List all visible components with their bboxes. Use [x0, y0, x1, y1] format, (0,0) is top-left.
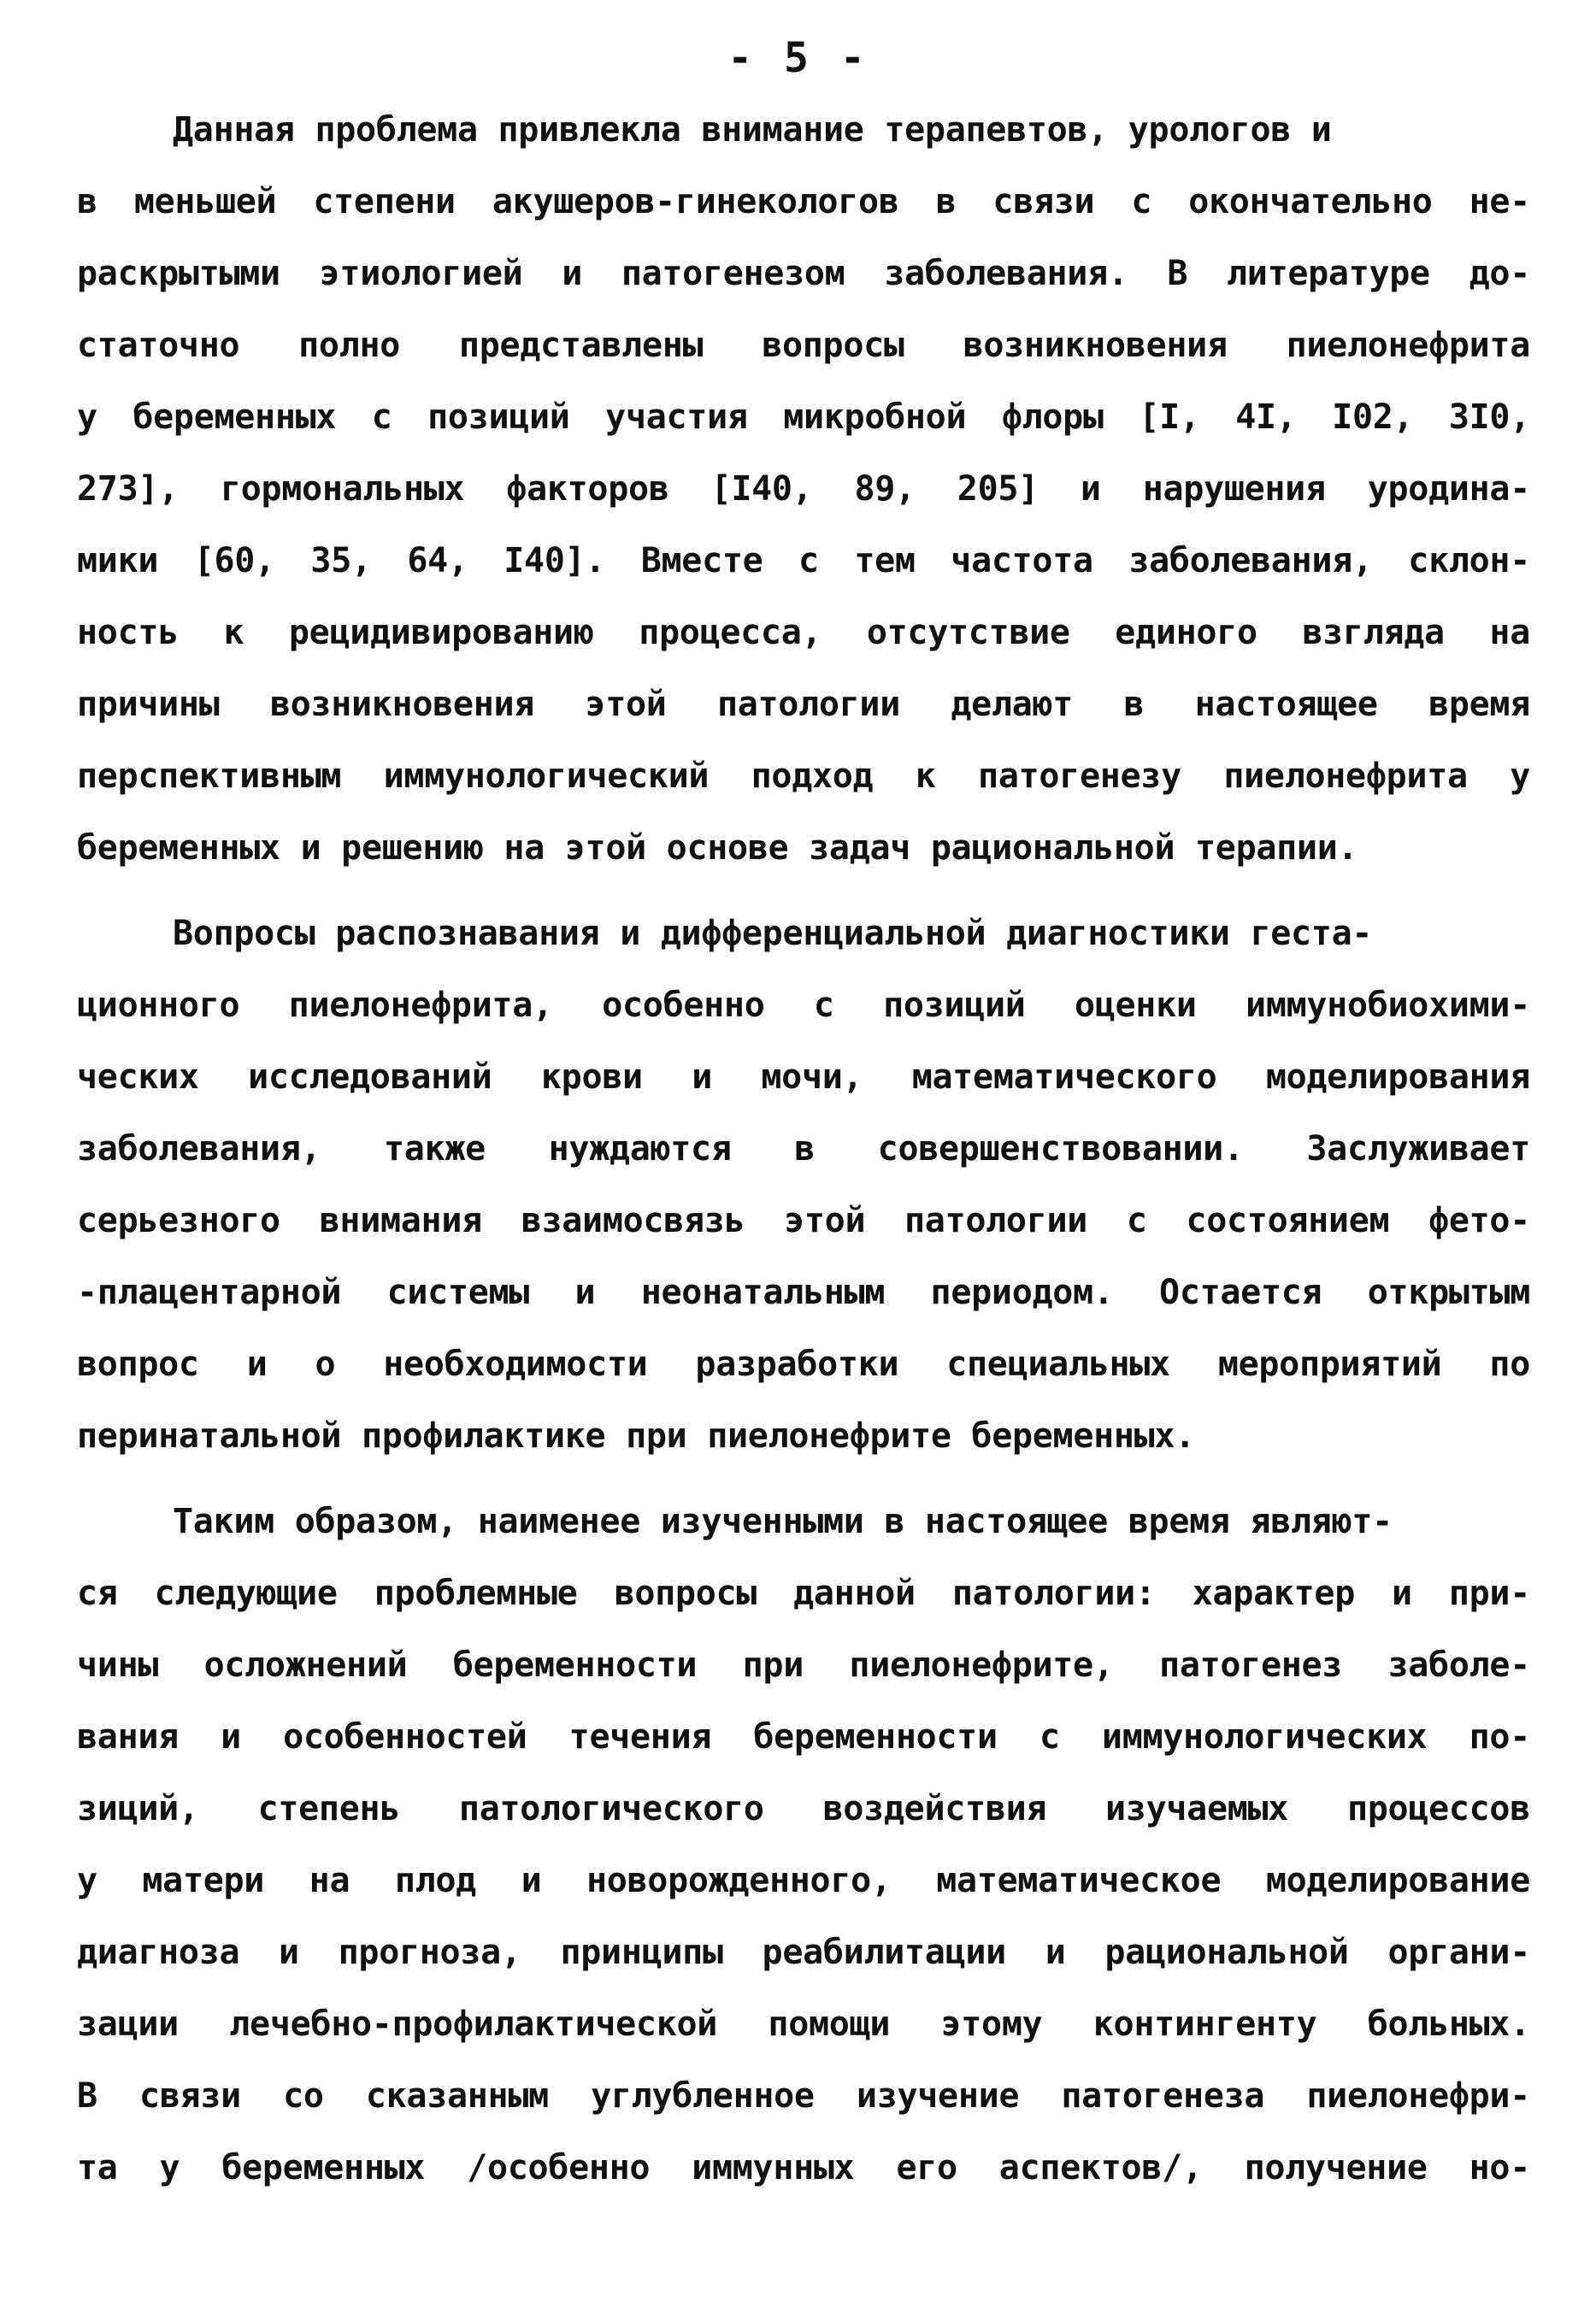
text-line: ционного пиелонефрита, особенно с позиций оценки иммунобиохими- [77, 986, 1530, 1025]
text-line: чины осложнений беременности при пиелонефрите, патогенез заболе- [77, 1646, 1530, 1685]
text-line: зации лечебно-профилактической помощи этому контингенту больных. [77, 2005, 1530, 2044]
text-line: В связи со сказанным углубленное изучение патогенеза пиелонефри- [77, 2076, 1530, 2116]
paragraph-gap [77, 884, 1530, 898]
text-line: у матери на плод и новорожденного, математическое моделирование [77, 1861, 1530, 1900]
paragraph-gap [77, 1472, 1530, 1486]
text-line: перинатальной профилактике при пиелонефрите беременных. [77, 1416, 1196, 1456]
text-line: Данная проблема привлекла внимание терапевтов, урологов и [173, 110, 1332, 150]
text-line: вопрос и о необходимости разработки специальных мероприятий по [77, 1345, 1530, 1384]
body-text [77, 94, 1530, 2204]
paragraph-2 [77, 898, 1530, 1472]
text-line: Вопросы распознавания и дифференциальной диагностики геста- [173, 914, 1373, 953]
paragraph-1 [77, 94, 1530, 884]
text-line: ность к рецидивированию процесса, отсутствие единого взгляда на [77, 613, 1530, 652]
page-number: - 5 - [727, 34, 869, 82]
paragraph-3 [77, 1486, 1530, 2204]
text-line: ческих исследований крови и мочи, математического моделирования [77, 1057, 1530, 1097]
text-line: та у беременных /особенно иммунных его аспектов/, получение но- [77, 2148, 1530, 2187]
text-line: ся следующие проблемные вопросы данной патологии: характер и при- [77, 1574, 1530, 1613]
text-line: зиций, степень патологического воздействия изучаемых процессов [77, 1789, 1530, 1828]
text-line: 273], гормональных факторов [I40, 89, 205] и нарушения уродина- [77, 469, 1530, 509]
text-line: вания и особенностей течения беременности с иммунологических по- [77, 1717, 1530, 1757]
text-line: -плацентарной системы и неонатальным периодом. Остается открытым [77, 1273, 1530, 1312]
text-line: в меньшей степени акушеров-гинекологов в связи с окончательно не- [77, 182, 1530, 221]
text-line: перспективным иммунологический подход к патогенезу пиелонефрита у [77, 757, 1530, 796]
text-line: заболевания, также нуждаются в совершенствовании. Заслуживает [77, 1129, 1530, 1169]
text-line: диагноза и прогноза, принципы реабилитации и рациональной органи- [77, 1933, 1530, 1972]
text-line: у беременных с позиций участия микробной флоры [I, 4I, I02, 3I0, [77, 397, 1530, 437]
text-line: причины возникновения этой патологии делают в настоящее время [77, 685, 1530, 724]
text-line: Таким образом, наименее изученными в настоящее время являют- [173, 1502, 1393, 1541]
text-line: статочно полно представлены вопросы возникновения пиелонефрита [77, 326, 1530, 365]
text-line: беременных и решению на этой основе задач рациональной терапии. [77, 828, 1358, 868]
text-line: мики [60, 35, 64, I40]. Вместе с тем частота заболевания, склон- [77, 541, 1530, 580]
text-line: раскрытыми этиологией и патогенезом заболевания. В литературе до- [77, 254, 1530, 293]
text-line: серьезного внимания взаимосвязь этой патологии с состоянием фето- [77, 1201, 1530, 1240]
